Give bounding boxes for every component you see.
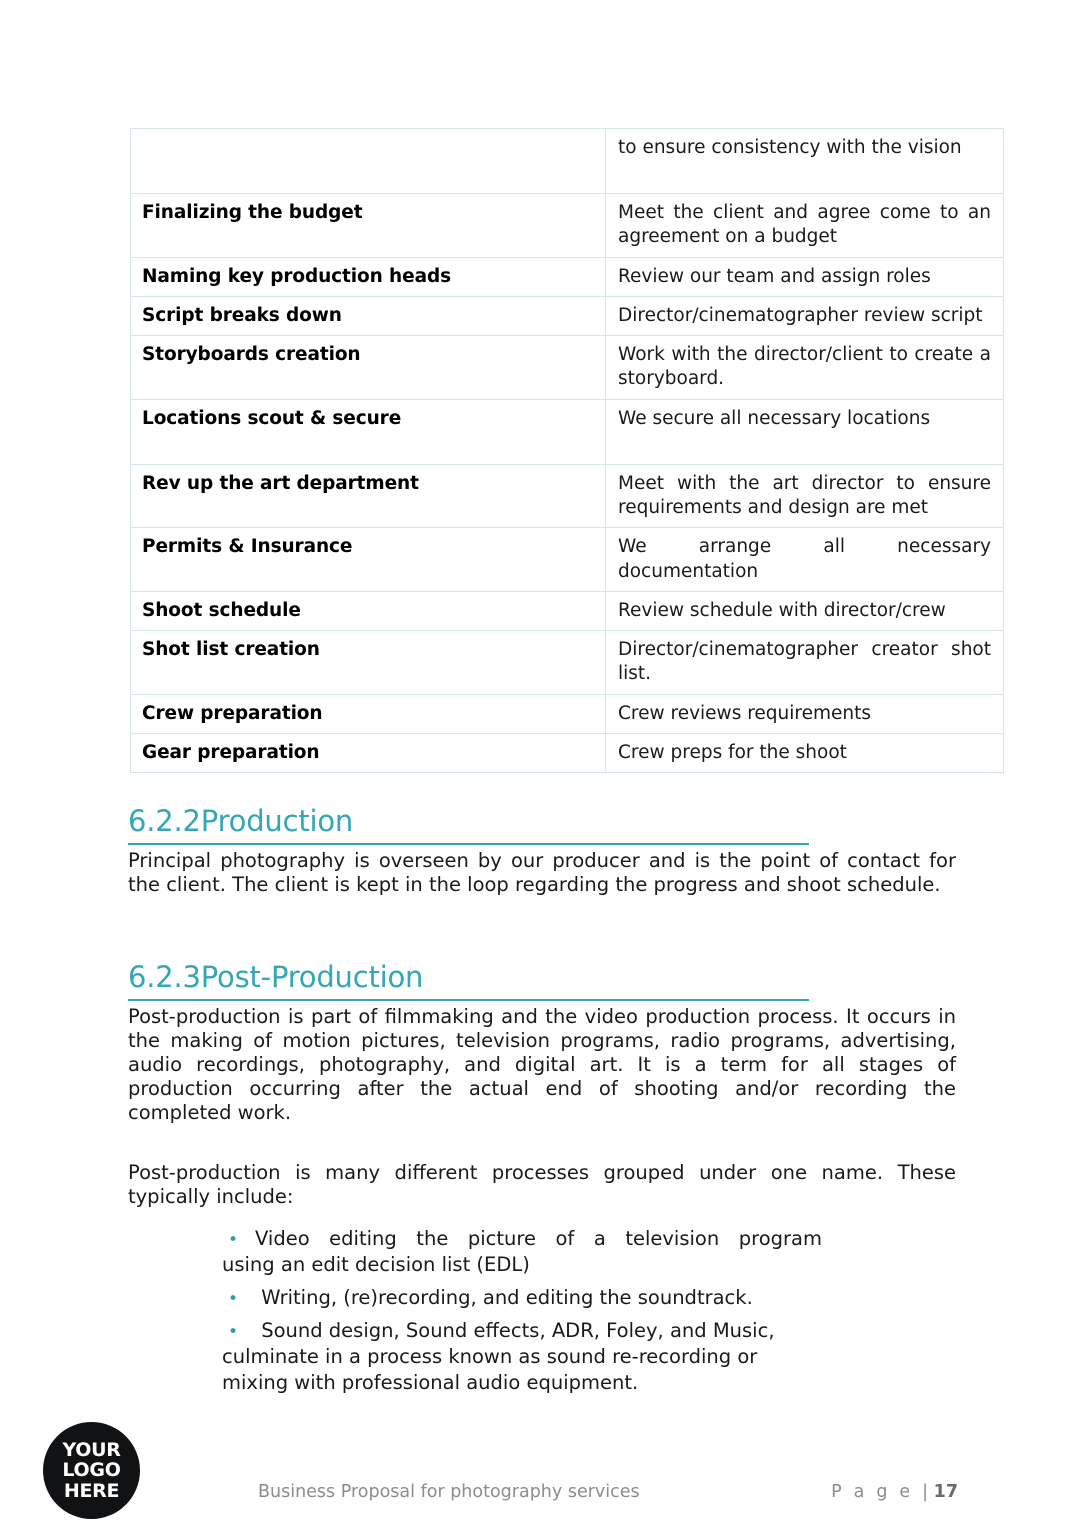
list-item-first-line bbox=[222, 1226, 822, 1252]
company-logo bbox=[43, 1422, 140, 1519]
paragraph-post-production-list-lead: Post-production is many different processes grouped under one name. These typically include: bbox=[128, 1160, 956, 1208]
heading-number: 6.2.3 bbox=[128, 960, 201, 995]
list-item-text: Sound design, Sound effects, ADR, Foley, and Music, bbox=[255, 1318, 775, 1342]
logo-line-2: LOGO bbox=[62, 1459, 121, 1482]
list-item-text: Video editing the picture of a television program bbox=[255, 1227, 822, 1250]
table-cell-task: Finalizing the budget bbox=[131, 194, 606, 257]
page-number-value: 17 bbox=[933, 1482, 958, 1502]
table-cell-task: Naming key production heads bbox=[131, 257, 606, 296]
table-row bbox=[131, 257, 1004, 296]
table-cell-task: Permits & Insurance bbox=[131, 528, 606, 591]
heading-production bbox=[128, 804, 809, 845]
list-item bbox=[222, 1318, 822, 1396]
table-cell-description: Meet the client and agree come to an agreement on a budget bbox=[606, 194, 1004, 257]
table-row bbox=[131, 194, 1004, 257]
bullet-icon: • bbox=[228, 1321, 239, 1342]
heading-title: Production bbox=[200, 804, 354, 839]
table-cell-description: Director/cinematographer creator shot list. bbox=[606, 631, 1004, 694]
table-row bbox=[131, 631, 1004, 694]
table-cell-description: Crew reviews requirements bbox=[606, 694, 1004, 733]
logo-line-1: YOUR bbox=[62, 1439, 121, 1462]
page-label: P a g e bbox=[831, 1482, 923, 1502]
table-cell-task: Script breaks down bbox=[131, 296, 606, 335]
table-cell-description: Director/cinematographer review script bbox=[606, 296, 1004, 335]
table-cell-task: Shot list creation bbox=[131, 631, 606, 694]
logo-line-3: HERE bbox=[63, 1479, 120, 1502]
table-row bbox=[131, 399, 1004, 464]
table-cell-description: Meet with the art director to ensure requirements and design are met bbox=[606, 464, 1004, 527]
bullet-icon: • bbox=[228, 1288, 239, 1309]
footer-document-title: Business Proposal for photography services bbox=[258, 1482, 640, 1502]
table-cell-task: Gear preparation bbox=[131, 733, 606, 772]
table-cell-task: Storyboards creation bbox=[131, 336, 606, 399]
list-item-continuation: culminate in a process known as sound re-recording or mixing with professional audio equipment. bbox=[222, 1344, 758, 1394]
post-production-bullet-list bbox=[222, 1226, 822, 1403]
table-cell-task bbox=[131, 129, 606, 194]
table-cell-description: Review our team and assign roles bbox=[606, 257, 1004, 296]
heading-title: Post-Production bbox=[200, 960, 424, 995]
list-item-first-line bbox=[222, 1285, 822, 1311]
page-separator: | bbox=[922, 1482, 934, 1502]
table-cell-description: Review schedule with director/crew bbox=[606, 591, 1004, 630]
table-cell-description: Crew preps for the shoot bbox=[606, 733, 1004, 772]
table-cell-task: Rev up the art department bbox=[131, 464, 606, 527]
table-body bbox=[131, 129, 1004, 773]
paragraph-production: Principal photography is overseen by our producer and is the point of contact for the client. The client is kept in the loop regarding the progress and shoot schedule. bbox=[128, 848, 956, 896]
table-cell-task: Crew preparation bbox=[131, 694, 606, 733]
table-row bbox=[131, 733, 1004, 772]
table-cell-description: We secure all necessary locations bbox=[606, 399, 1004, 464]
table-row bbox=[131, 296, 1004, 335]
table-cell-description: We arrange all necessary documentation bbox=[606, 528, 1004, 591]
table-cell-description: to ensure consistency with the vision bbox=[606, 129, 1004, 194]
heading-number: 6.2.2 bbox=[128, 804, 201, 839]
bullet-icon: • bbox=[228, 1230, 239, 1250]
table-cell-task: Shoot schedule bbox=[131, 591, 606, 630]
table-row bbox=[131, 591, 1004, 630]
table-cell-description: Work with the director/client to create a storyboard. bbox=[606, 336, 1004, 399]
table-row bbox=[131, 528, 1004, 591]
table-row bbox=[131, 464, 1004, 527]
table-row bbox=[131, 129, 1004, 194]
list-item-continuation: using an edit decision list (EDL) bbox=[222, 1252, 530, 1276]
list-item bbox=[222, 1285, 822, 1311]
list-item-text: Writing, (re)recording, and editing the soundtrack. bbox=[255, 1285, 753, 1309]
table-cell-task: Locations scout & secure bbox=[131, 399, 606, 464]
paragraph-post-production-intro: Post-production is part of filmmaking and the video production process. It occurs in the making of motion pictures, television programs, radio programs, advertising, audio recordings, photography, and digital art. It is a term for all stages of production occurring after the actual end of shooting and/or recording the completed work. bbox=[128, 1004, 956, 1124]
production-tasks-table bbox=[130, 128, 1004, 773]
list-item bbox=[222, 1226, 822, 1278]
table-row bbox=[131, 336, 1004, 399]
list-item-first-line bbox=[222, 1318, 822, 1344]
table-row bbox=[131, 694, 1004, 733]
footer-page-number bbox=[831, 1482, 958, 1502]
heading-post-production bbox=[128, 960, 809, 1001]
